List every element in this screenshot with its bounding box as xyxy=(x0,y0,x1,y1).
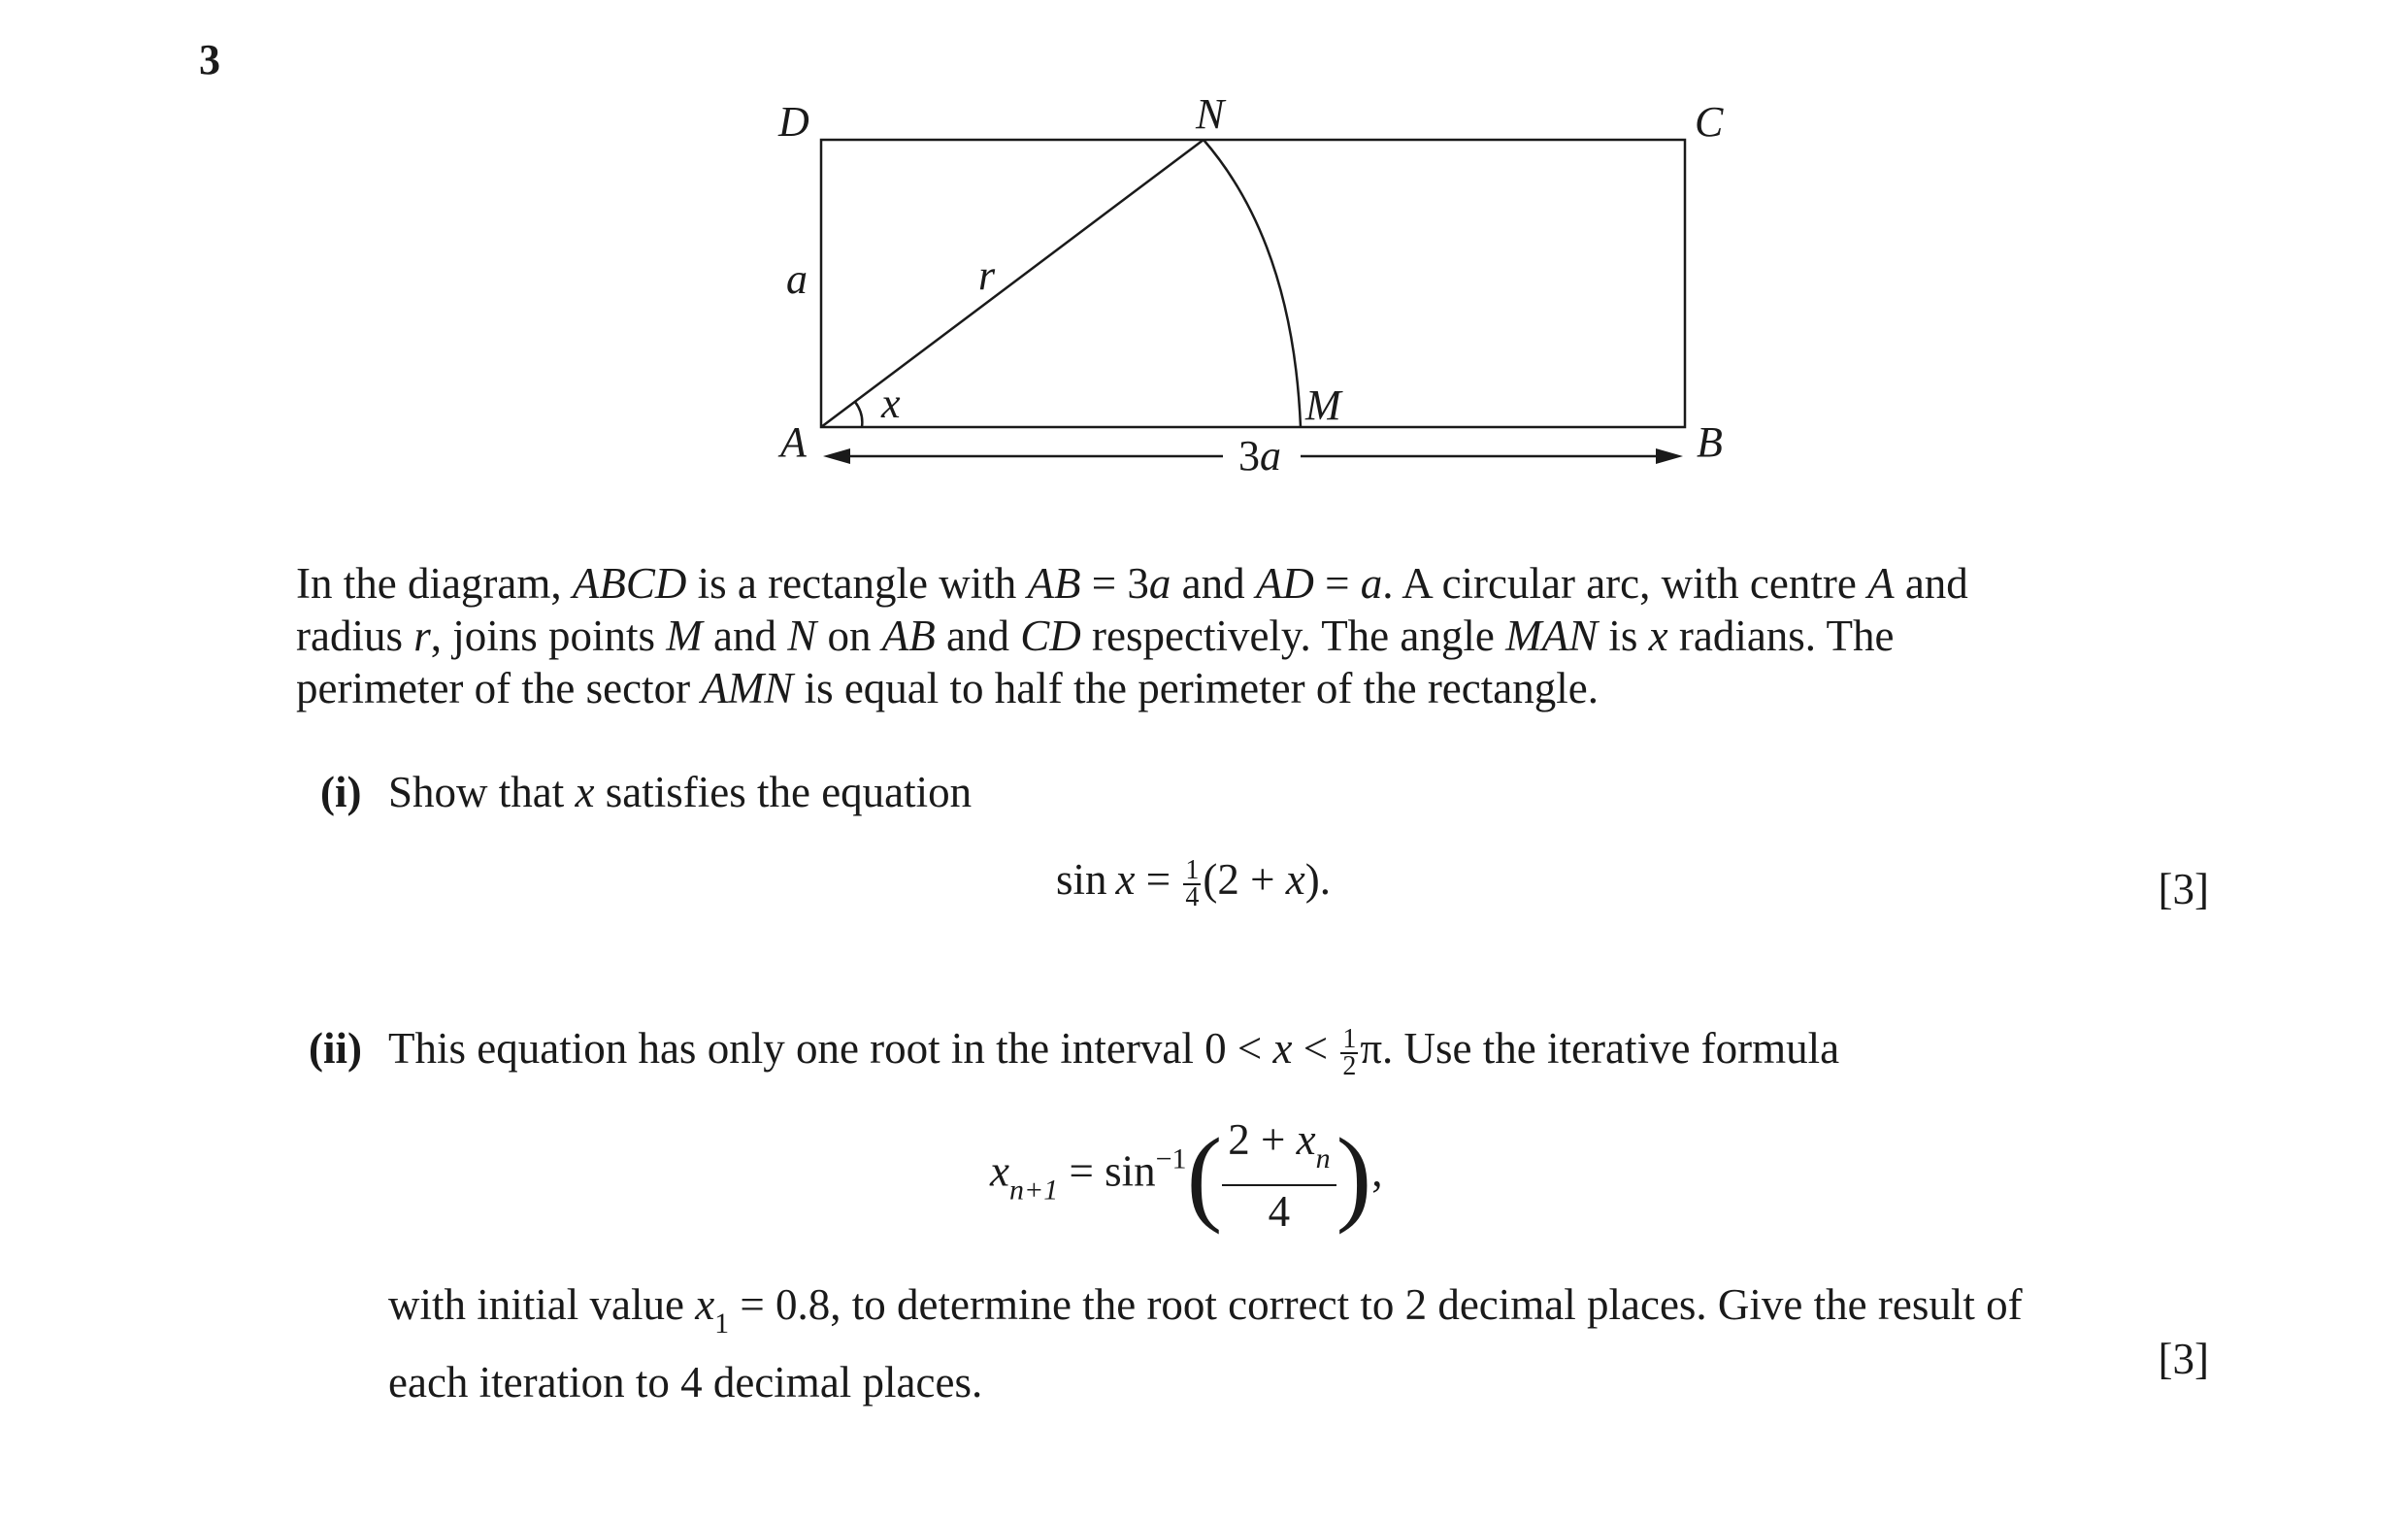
fraction-half: $\frac{1}{2}$ xyxy=(1342,1023,1357,1081)
intro-line-3: perimeter of the sector AMN is equal to half the perimeter of the rectangle. xyxy=(296,664,1599,712)
formula-fraction: $\frac{2 + x_n}{4}$ xyxy=(1222,1114,1336,1237)
iterative-formula: $x_{n+1} = \sin^{-1}$( $\frac{2 + x_n}{4}$ ), xyxy=(990,1115,1383,1236)
arc-mn xyxy=(1204,140,1301,427)
intro-line-2: radius r, joins points M and N on AB and CD respectively. The angle MAN is x radians. The xyxy=(296,612,1895,660)
fraction-quarter: $\frac{1}{4}$ xyxy=(1185,854,1200,912)
label-a-vertex: A xyxy=(780,418,807,466)
marks-part-ii: [3] xyxy=(2158,1335,2209,1383)
follow-line-2: each iteration to 4 decimal places. xyxy=(388,1358,983,1406)
rectangle-abcd xyxy=(821,140,1685,427)
angle-x-arc xyxy=(855,402,862,427)
label-c: C xyxy=(1695,98,1724,146)
equation-i: sin x = $\frac{1}{4}$ (2 + x). xyxy=(1056,854,1332,912)
arrowhead-right xyxy=(1656,448,1683,464)
label-x-angle: x xyxy=(881,380,901,427)
part-ii-label: (ii) xyxy=(309,1024,362,1073)
arrowhead-left xyxy=(823,448,850,464)
label-m: M xyxy=(1305,381,1341,429)
follow-line-1: with initial value $x_1 = 0.8$, to determine the root correct to 2 decimal places. Give the result of xyxy=(388,1280,2023,1340)
marks-part-i: [3] xyxy=(2158,865,2209,913)
label-3a-var: a xyxy=(1260,432,1281,480)
part-i-label: (i) xyxy=(320,768,362,816)
label-a-side: a xyxy=(786,255,808,303)
rectangle-sector-diagram xyxy=(757,78,1766,485)
radius-line-an xyxy=(821,140,1204,427)
label-3a: 3a xyxy=(1238,432,1281,480)
label-n: N xyxy=(1196,90,1225,138)
part-ii-text: This equation has only one root in the interval 0 < x < $\frac{1}{2}$ π. Use the iterative formula xyxy=(388,1023,1840,1081)
label-r: r xyxy=(978,251,996,299)
part-i-text: Show that x satisfies the equation xyxy=(388,768,973,816)
intro-paragraph xyxy=(296,557,2208,714)
label-d: D xyxy=(778,98,809,146)
label-b: B xyxy=(1697,418,1723,466)
question-number: 3 xyxy=(199,36,220,83)
intro-line-1: In the diagram, ABCD is a rectangle with AB = 3a and AD = a. A circular arc, with centre A and xyxy=(296,559,1968,608)
part-ii-follow xyxy=(388,1275,2208,1411)
